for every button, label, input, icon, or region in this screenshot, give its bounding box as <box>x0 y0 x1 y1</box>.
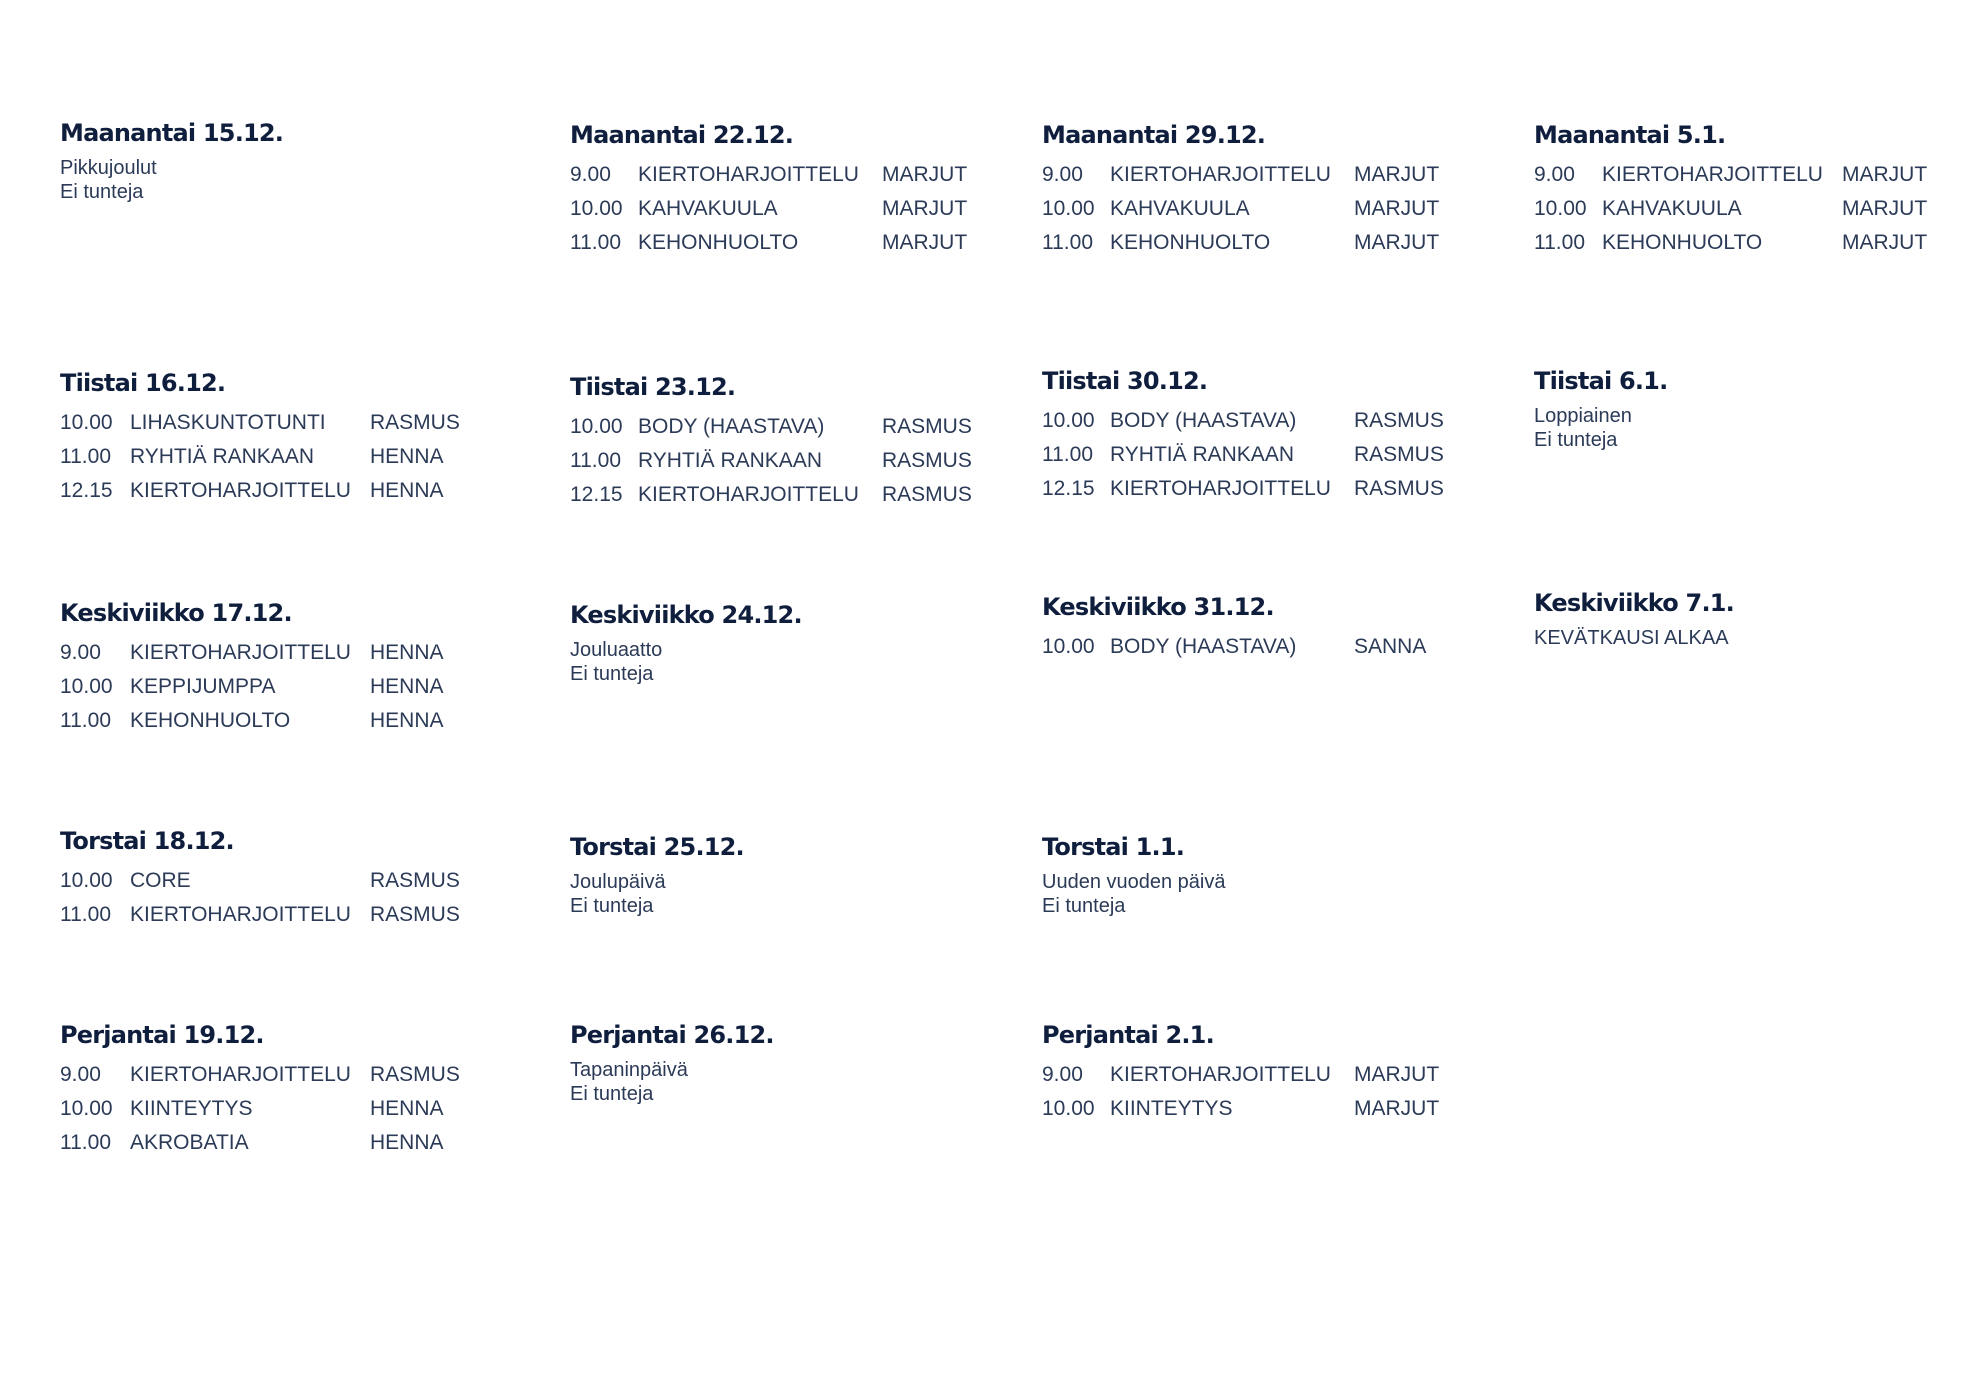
class-row <box>60 444 444 478</box>
day-title: Torstai 25.12. <box>570 833 744 861</box>
day-note: Loppiainen <box>1534 405 1632 427</box>
class-row <box>60 640 444 674</box>
class-time: 10.00 <box>570 415 623 438</box>
class-row <box>60 868 460 902</box>
class-time: 10.00 <box>1042 1097 1095 1120</box>
day-title: Perjantai 19.12. <box>60 1021 264 1049</box>
class-row <box>60 1096 444 1130</box>
class-instructor: HENNA <box>370 641 444 664</box>
day-block <box>570 120 968 264</box>
class-time: 9.00 <box>60 641 101 664</box>
class-instructor: MARJUT <box>1354 231 1440 254</box>
class-row <box>60 1062 460 1096</box>
class-instructor: MARJUT <box>882 231 968 254</box>
class-name: KIERTOHARJOITTELU <box>1110 477 1331 500</box>
class-row <box>570 230 968 264</box>
class-time: 12.15 <box>60 479 113 502</box>
class-instructor: RASMUS <box>882 415 972 438</box>
class-row <box>570 196 968 230</box>
class-name: RYHTIÄ RANKAAN <box>638 449 822 472</box>
class-list <box>570 414 972 516</box>
class-row <box>1534 162 1928 196</box>
class-instructor: MARJUT <box>1842 163 1928 186</box>
class-time: 10.00 <box>60 411 113 434</box>
class-row <box>570 482 972 516</box>
day-title: Keskiviikko 7.1. <box>1534 589 1734 617</box>
day-block <box>1042 366 1444 510</box>
day-note: Ei tunteja <box>570 895 654 917</box>
class-time: 11.00 <box>1042 231 1093 254</box>
day-block <box>1534 366 1667 452</box>
class-name: KAHVAKUULA <box>638 197 778 220</box>
class-name: KIERTOHARJOITTELU <box>130 903 351 926</box>
class-name: KIERTOHARJOITTELU <box>1602 163 1823 186</box>
class-time: 10.00 <box>1042 409 1095 432</box>
class-instructor: HENNA <box>370 445 444 468</box>
class-row <box>1042 230 1440 264</box>
day-block <box>1042 1020 1440 1130</box>
class-time: 10.00 <box>60 1097 113 1120</box>
class-row <box>1042 476 1444 510</box>
day-title: Torstai 18.12. <box>60 827 234 855</box>
day-block <box>1534 120 1928 264</box>
day-title: Maanantai 5.1. <box>1534 121 1726 149</box>
class-instructor: MARJUT <box>882 163 968 186</box>
class-time: 9.00 <box>570 163 611 186</box>
class-list <box>1042 162 1440 264</box>
class-name: LIHASKUNTOTUNTI <box>130 411 326 434</box>
class-time: 11.00 <box>60 1131 111 1154</box>
class-time: 10.00 <box>1534 197 1587 220</box>
class-row <box>60 1130 444 1164</box>
day-title: Tiistai 6.1. <box>1534 367 1668 395</box>
class-list <box>1042 408 1444 510</box>
class-name: AKROBATIA <box>130 1131 249 1154</box>
class-name: CORE <box>130 869 191 892</box>
day-note: Jouluaatto <box>570 639 663 661</box>
class-instructor: RASMUS <box>1354 443 1444 466</box>
class-name: KEHONHUOLTO <box>1602 231 1763 254</box>
class-row <box>1042 1062 1440 1096</box>
class-time: 12.15 <box>570 483 623 506</box>
class-instructor: RASMUS <box>370 411 460 434</box>
day-title: Torstai 1.1. <box>1042 833 1185 861</box>
class-list <box>60 868 460 936</box>
class-time: 11.00 <box>60 709 111 732</box>
class-name: BODY (HAASTAVA) <box>638 415 825 438</box>
class-name: KIINTEYTYS <box>1110 1097 1233 1120</box>
day-title: Tiistai 16.12. <box>60 369 226 397</box>
class-time: 11.00 <box>1042 443 1093 466</box>
class-instructor: HENNA <box>370 1131 444 1154</box>
day-title: Maanantai 15.12. <box>60 119 284 147</box>
class-row <box>1042 408 1444 442</box>
class-time: 10.00 <box>60 675 113 698</box>
class-row <box>1042 1096 1440 1130</box>
class-time: 11.00 <box>60 445 111 468</box>
class-time: 10.00 <box>1042 197 1095 220</box>
day-block <box>1042 832 1225 918</box>
class-list <box>60 1062 460 1164</box>
day-block <box>1042 120 1440 264</box>
class-name: KIERTOHARJOITTELU <box>638 483 859 506</box>
class-instructor: RASMUS <box>882 483 972 506</box>
class-name: KEHONHUOLTO <box>130 709 291 732</box>
class-name: KIERTOHARJOITTELU <box>638 163 859 186</box>
class-time: 11.00 <box>60 903 111 926</box>
class-instructor: MARJUT <box>1354 197 1440 220</box>
day-title: Keskiviikko 17.12. <box>60 599 292 627</box>
class-time: 9.00 <box>1042 1063 1083 1086</box>
day-note: Joulupäivä <box>570 871 666 893</box>
class-instructor: MARJUT <box>1842 197 1928 220</box>
day-block <box>60 1020 460 1164</box>
class-instructor: MARJUT <box>1842 231 1928 254</box>
class-instructor: RASMUS <box>370 903 460 926</box>
day-note: Tapaninpäivä <box>570 1059 688 1081</box>
class-row <box>1534 230 1928 264</box>
day-block <box>570 372 972 516</box>
day-block <box>570 600 802 686</box>
class-row <box>570 448 972 482</box>
class-name: KEHONHUOLTO <box>638 231 799 254</box>
day-block <box>570 1020 774 1106</box>
class-list <box>1042 1062 1440 1130</box>
class-name: KAHVAKUULA <box>1110 197 1250 220</box>
class-time: 9.00 <box>1534 163 1575 186</box>
class-list <box>60 640 444 742</box>
class-instructor: RASMUS <box>1354 477 1444 500</box>
class-name: KIINTEYTYS <box>130 1097 253 1120</box>
day-block <box>60 368 460 512</box>
class-time: 11.00 <box>1534 231 1585 254</box>
day-note: Ei tunteja <box>570 1083 654 1105</box>
class-name: BODY (HAASTAVA) <box>1110 409 1297 432</box>
class-instructor: RASMUS <box>1354 409 1444 432</box>
day-block <box>1042 592 1427 668</box>
day-block <box>60 826 460 936</box>
class-instructor: HENNA <box>370 675 444 698</box>
day-note: Uuden vuoden päivä <box>1042 871 1226 893</box>
class-row <box>60 674 444 708</box>
day-note: Ei tunteja <box>570 663 654 685</box>
day-note: Ei tunteja <box>60 181 144 203</box>
day-block <box>60 118 283 204</box>
class-instructor: MARJUT <box>882 197 968 220</box>
class-time: 11.00 <box>570 449 621 472</box>
class-list <box>1042 634 1427 668</box>
day-title: Maanantai 22.12. <box>570 121 794 149</box>
class-name: KEPPIJUMPPA <box>130 675 276 698</box>
class-name: RYHTIÄ RANKAAN <box>130 445 314 468</box>
class-row <box>570 162 968 196</box>
class-name: RYHTIÄ RANKAAN <box>1110 443 1294 466</box>
class-instructor: RASMUS <box>882 449 972 472</box>
class-time: 12.15 <box>1042 477 1095 500</box>
day-title: Keskiviikko 31.12. <box>1042 593 1274 621</box>
class-row <box>60 410 460 444</box>
day-title: Maanantai 29.12. <box>1042 121 1266 149</box>
class-row <box>1042 634 1427 668</box>
class-instructor: HENNA <box>370 709 444 732</box>
class-name: KIERTOHARJOITTELU <box>1110 163 1331 186</box>
class-instructor: SANNA <box>1354 635 1427 658</box>
class-row <box>60 902 460 936</box>
class-name: KEHONHUOLTO <box>1110 231 1271 254</box>
class-instructor: HENNA <box>370 479 444 502</box>
class-name: KIERTOHARJOITTELU <box>130 479 351 502</box>
class-name: KAHVAKUULA <box>1602 197 1742 220</box>
class-row <box>1534 196 1928 230</box>
day-title: Tiistai 30.12. <box>1042 367 1208 395</box>
class-time: 11.00 <box>570 231 621 254</box>
day-note: Ei tunteja <box>1042 895 1126 917</box>
class-instructor: RASMUS <box>370 1063 460 1086</box>
class-name: KIERTOHARJOITTELU <box>1110 1063 1331 1086</box>
day-title: Perjantai 2.1. <box>1042 1021 1214 1049</box>
day-note: Pikkujoulut <box>60 157 157 179</box>
day-block <box>60 598 444 742</box>
class-list <box>60 410 460 512</box>
day-note: KEVÄTKAUSI ALKAA <box>1534 627 1729 649</box>
class-instructor: MARJUT <box>1354 1097 1440 1120</box>
class-name: BODY (HAASTAVA) <box>1110 635 1297 658</box>
class-row <box>1042 162 1440 196</box>
class-name: KIERTOHARJOITTELU <box>130 641 351 664</box>
day-title: Keskiviikko 24.12. <box>570 601 802 629</box>
class-instructor: RASMUS <box>370 869 460 892</box>
day-block <box>570 832 744 918</box>
class-time: 10.00 <box>570 197 623 220</box>
class-row <box>1042 196 1440 230</box>
day-title: Perjantai 26.12. <box>570 1021 774 1049</box>
class-list <box>1534 162 1928 264</box>
day-title: Tiistai 23.12. <box>570 373 736 401</box>
class-name: KIERTOHARJOITTELU <box>130 1063 351 1086</box>
day-note: Ei tunteja <box>1534 429 1618 451</box>
class-instructor: MARJUT <box>1354 1063 1440 1086</box>
class-time: 9.00 <box>60 1063 101 1086</box>
class-row <box>570 414 972 448</box>
class-time: 10.00 <box>1042 635 1095 658</box>
class-list <box>570 162 968 264</box>
class-row <box>60 708 444 742</box>
day-block <box>1534 588 1734 650</box>
class-time: 10.00 <box>60 869 113 892</box>
class-time: 9.00 <box>1042 163 1083 186</box>
class-row <box>60 478 444 512</box>
class-instructor: HENNA <box>370 1097 444 1120</box>
class-row <box>1042 442 1444 476</box>
class-instructor: MARJUT <box>1354 163 1440 186</box>
